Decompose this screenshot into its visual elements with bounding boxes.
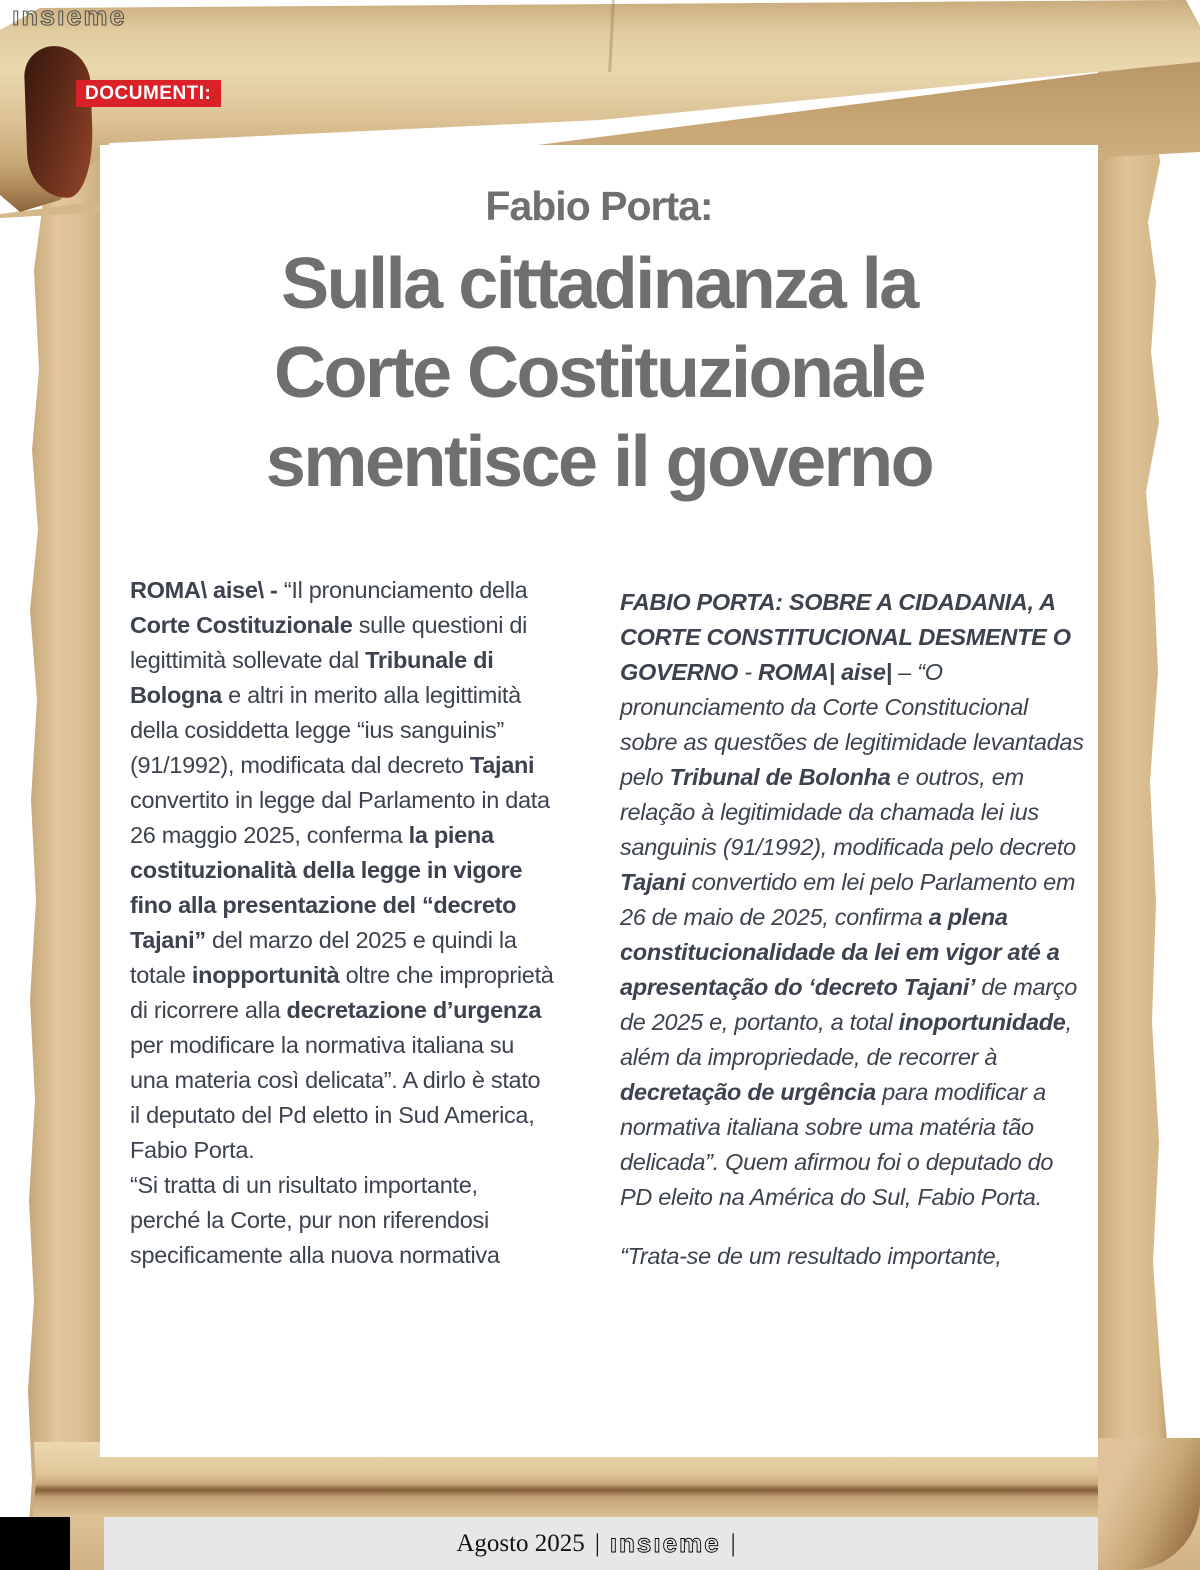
scroll-curl-underside (23, 45, 94, 199)
article-title (100, 240, 1098, 507)
article-kicker: Fabio Porta: (485, 183, 713, 229)
article-title-line-1: Sulla cittadinanza la (281, 244, 917, 324)
insieme-logo-watermark: ınsıeme (12, 1, 127, 31)
scroll-left-strip (26, 150, 102, 1570)
footer-insieme-logo: ınsıeme (609, 1528, 721, 1558)
article-title-line-3: smentisce il governo (265, 422, 933, 502)
footer-black-block (0, 1517, 70, 1570)
footer-date: Agosto 2025 (456, 1529, 585, 1557)
article-panel (100, 145, 1098, 1457)
article-column-portuguese: FABIO PORTA: SOBRE A CIDADANIA, A CORTE CONSTITUCIONAL DESMENTE O GOVERNO - ROMA| aise| – “O pronunciamento da Corte Constitucional sobre as questões de legitimidade levantadas pelo Tribunal de Bolonha e outros, em relação à legitimidade da chamada lei ius sanguinis (91/1992), modificada pelo decreto Tajani convertido em lei pelo Parlamento em 26 de maio de 2025, confirma a plena constitucionalidade da lei em vigor até a apresentação do ‘decreto Tajani’ de março de 2025 e, portanto, a total inoportunidade, além da impropriedade, de recorrer à decretação de urgência para modificar a normativa italiana sobre uma matéria tão delicada”. Quem afirmou foi o deputado do PD eleito na América do Sul, Fabio Porta. “Trata-se de um resultado importante, (620, 589, 1084, 1269)
scroll-right-strip (1098, 22, 1168, 1570)
article-column-italian: ROMA\ aise\ - “Il pronunciamento della Corte Costituzionale sulle questioni di legittimità sollevate dal Tribunale di Bologna e altri in merito alla legittimità della cosiddetta legge “ius sanguinis” (91/1992), modificata dal decreto Tajani convertito in legge dal Parlamento in data 26 maggio 2025, conferma la piena costituzionalità della legge in vigore fino alla presentazione del “decreto Tajani” del marzo del 2025 e quindi la totale inopportunità oltre che improprietà di ricorrere alla decretazione d’urgenza per modificare la normativa italiana su una materia così delicata”. A dirlo è stato il deputato del Pd eletto in Sud America, Fabio Porta. “Si tratta di un risultato importante, perché la Corte, pur non riferendosi specificamente alla nuova normativa (130, 577, 554, 1268)
footer-bar (104, 1517, 1098, 1570)
section-badge-documenti: DOCUMENTI: (76, 80, 221, 107)
footer-separator: | (594, 1529, 600, 1557)
article-title-line-2: Corte Costituzionale (273, 333, 925, 413)
footer-separator: | (730, 1529, 736, 1557)
